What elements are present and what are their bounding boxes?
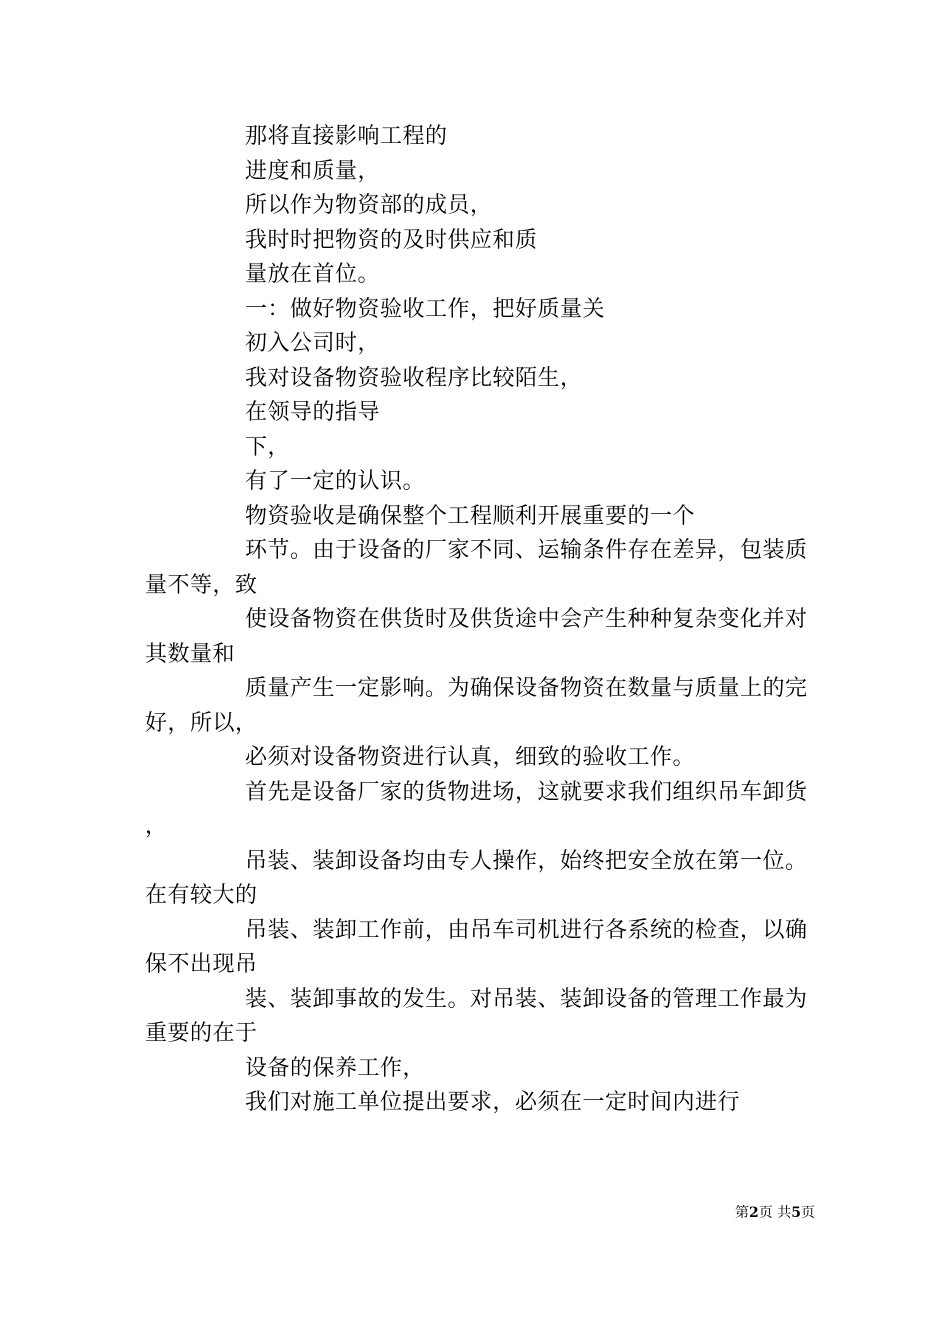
paragraph-line: 吊装、装卸设备均由专人操作，始终把安全放在第一位。 在有较大的 bbox=[145, 848, 808, 908]
document-body bbox=[145, 120, 810, 1121]
paragraph-line: 量放在首位。 bbox=[245, 262, 381, 287]
total-pages-number: 5 bbox=[791, 1205, 801, 1221]
paragraph-line: 下， bbox=[245, 434, 291, 460]
paragraph-line: 设备的保养工作， bbox=[245, 1055, 426, 1081]
paragraph-line: 进度和质量， bbox=[245, 158, 381, 184]
paragraph-line: 所以作为物资部的成员， bbox=[245, 193, 493, 218]
paragraph-line: 首先是设备厂家的货物进场，这就要求我们组织吊车卸货 ， bbox=[145, 779, 808, 839]
paragraph-line: 我对设备物资验收程序比较陌生， bbox=[245, 365, 583, 391]
paragraph-line: 吊装、装卸工作前，由吊车司机进行各系统的检查，以确 保不出现吊 bbox=[145, 917, 808, 977]
paragraph-line: 有了一定的认识。 bbox=[245, 469, 426, 494]
footer-prefix: 第 bbox=[735, 1205, 750, 1221]
current-page-number: 2 bbox=[749, 1205, 759, 1221]
paragraph-line: 物资验收是确保整个工程顺利开展重要的一个 bbox=[245, 503, 696, 529]
page-footer bbox=[690, 1203, 815, 1223]
paragraph-line: 初入公司时， bbox=[245, 331, 381, 356]
section-heading: 一：做好物资验收工作，把好质量关 bbox=[245, 296, 606, 322]
paragraph-line: 环节。由于设备的厂家不同、运输条件存在差异，包装质 量不等，致 bbox=[145, 538, 808, 598]
paragraph-line: 我们对施工单位提出要求，必须在一定时间内进行 bbox=[245, 1090, 741, 1115]
footer-suffix: 页 bbox=[801, 1205, 815, 1221]
paragraph-line: 使设备物资在供货时及供货途中会产生种种复杂变化并对 其数量和 bbox=[145, 607, 808, 667]
paragraph-line: 在领导的指导 bbox=[245, 400, 381, 425]
paragraph-line: 质量产生一定影响。为确保设备物资在数量与质量上的完 好，所以， bbox=[145, 676, 808, 736]
paragraph-line: 我时时把物资的及时供应和质 bbox=[245, 227, 538, 253]
paragraph-line: 那将直接影响工程的 bbox=[245, 124, 448, 149]
paragraph-line: 装、装卸事故的发生。对吊装、装卸设备的管理工作最为 重要的在于 bbox=[145, 986, 808, 1046]
paragraph-line: 必须对设备物资进行认真，细致的验收工作。 bbox=[245, 745, 696, 770]
footer-middle: 页 共 bbox=[758, 1205, 792, 1221]
